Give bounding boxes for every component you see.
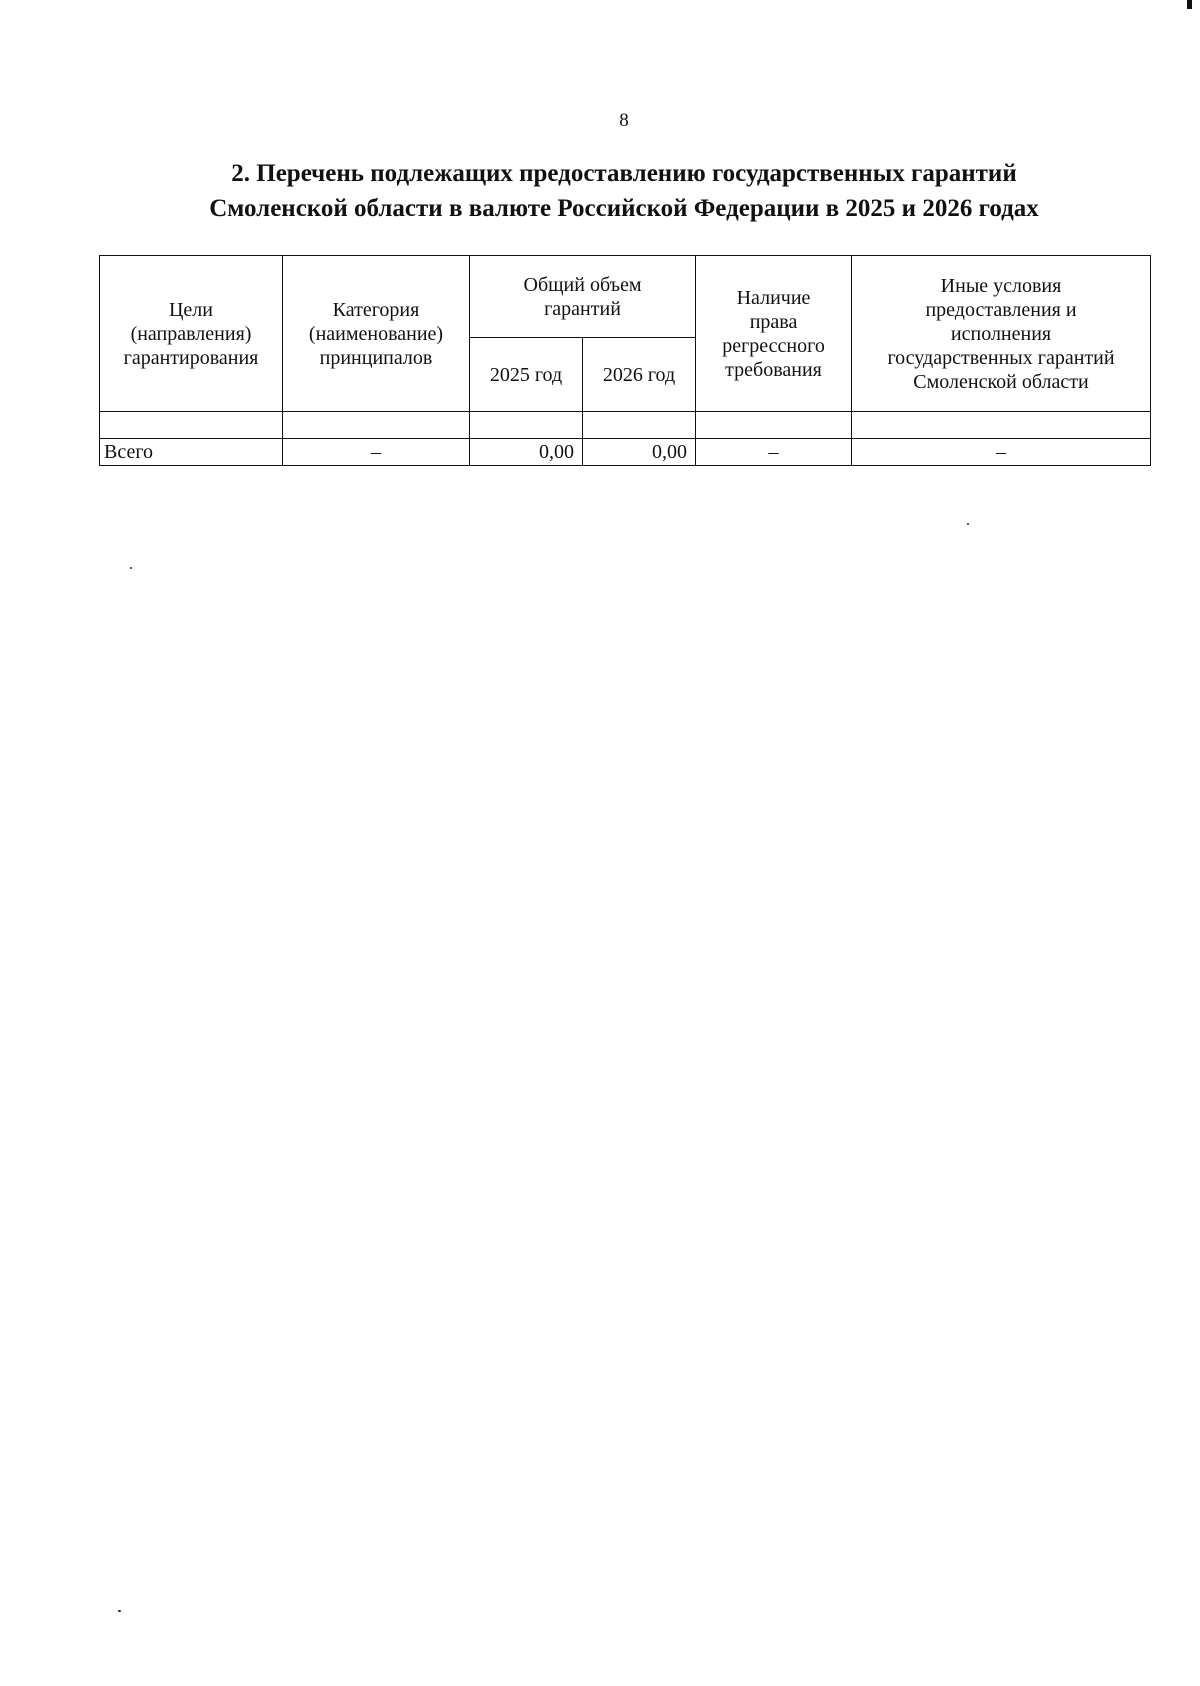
scan-speck bbox=[130, 567, 132, 569]
table-row-empty bbox=[100, 412, 1151, 439]
total-category: – bbox=[283, 439, 470, 466]
scan-speck bbox=[118, 1610, 121, 1612]
title-line-1: 2. Перечень подлежащих предоставлению государственных гарантий bbox=[231, 160, 1017, 187]
header-goals: Цели (направления) гарантирования bbox=[100, 256, 283, 412]
table-cell bbox=[852, 412, 1151, 439]
title-line-2: Смоленской области в валюте Российской Федерации в 2025 и 2026 годах bbox=[209, 195, 1039, 222]
scan-edge-mark bbox=[1187, 0, 1192, 9]
document-title bbox=[0, 156, 1200, 226]
total-2026: 0,00 bbox=[583, 439, 696, 466]
header-year-2026: 2026 год bbox=[583, 338, 696, 412]
header-regress-right: Наличие права регрессного требования bbox=[696, 256, 852, 412]
scan-speck bbox=[967, 523, 969, 525]
table-row-total bbox=[100, 439, 1151, 466]
header-category: Категория (наименование) принципалов bbox=[283, 256, 470, 412]
guarantees-table bbox=[99, 255, 1151, 466]
header-year-2025: 2025 год bbox=[470, 338, 583, 412]
total-label: Всего bbox=[100, 439, 283, 466]
table-cell bbox=[470, 412, 583, 439]
total-2025: 0,00 bbox=[470, 439, 583, 466]
header-other-conditions: Иные условия предоставления и исполнения государственных гарантий Смоленской области bbox=[852, 256, 1151, 412]
table-cell bbox=[100, 412, 283, 439]
table-cell bbox=[696, 412, 852, 439]
total-other-conditions: – bbox=[852, 439, 1151, 466]
header-total-volume: Общий объем гарантий bbox=[470, 256, 696, 338]
page-number: 8 bbox=[619, 110, 629, 131]
table-cell bbox=[583, 412, 696, 439]
table-cell bbox=[283, 412, 470, 439]
total-regress: – bbox=[696, 439, 852, 466]
